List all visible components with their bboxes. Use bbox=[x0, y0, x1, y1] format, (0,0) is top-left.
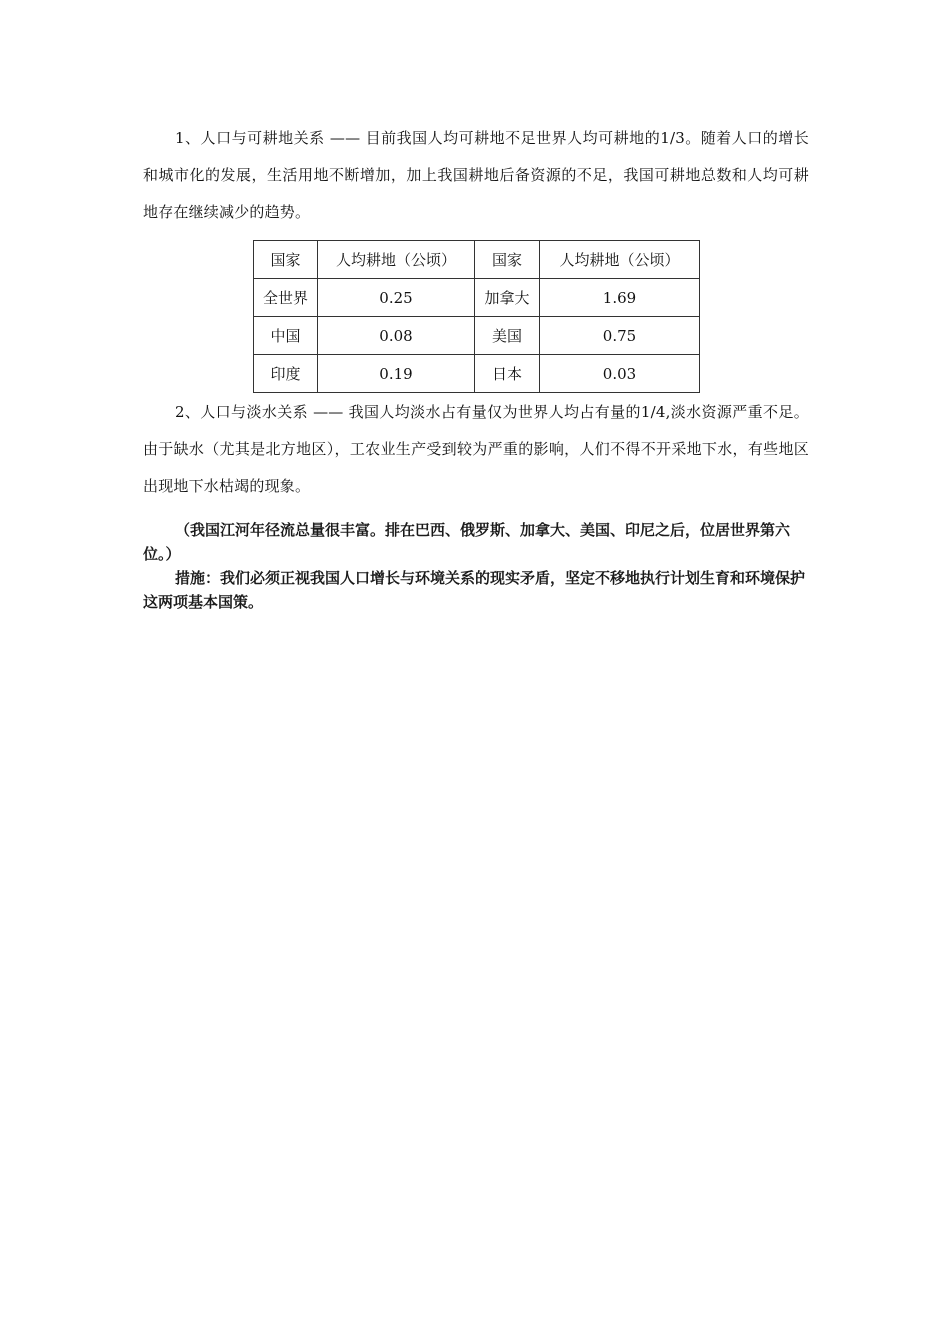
table-row bbox=[254, 279, 700, 317]
paragraph-arable-land: 1、人口与可耕地关系 —— 目前我国人均可耕地不足世界人均可耕地的1/3。随着人口的增长和城市化的发展，生活用地不断增加，加上我国耕地后备资源的不足，我国可耕地总数和人均可耕地存在继续减少的趋势。 bbox=[143, 129, 809, 221]
table-cell: 0.19 bbox=[318, 355, 475, 393]
table-header-row bbox=[254, 241, 700, 279]
table-cell: 印度 bbox=[254, 355, 318, 393]
table-cell: 0.08 bbox=[318, 317, 475, 355]
table-cell: 加拿大 bbox=[475, 279, 540, 317]
header-cell: 人均耕地（公顷） bbox=[318, 241, 475, 279]
header-cell: 人均耕地（公顷） bbox=[540, 241, 700, 279]
paragraph-fresh-water: 2、人口与淡水关系 —— 我国人均淡水占有量仅为世界人均占有量的1/4,淡水资源严重不足。由于缺水（尤其是北方地区），工农业生产受到较为严重的影响，人们不得不开采地下水，有些地区出现地下水枯竭的现象。 bbox=[143, 403, 809, 495]
table-cell: 0.03 bbox=[540, 355, 700, 393]
table-row bbox=[254, 355, 700, 393]
table-cell: 1.69 bbox=[540, 279, 700, 317]
table-cell: 0.75 bbox=[540, 317, 700, 355]
header-cell: 国家 bbox=[475, 241, 540, 279]
table-cell: 0.25 bbox=[318, 279, 475, 317]
note-river-runoff: （我国江河年径流总量很丰富。排在巴西、俄罗斯、加拿大、美国、印尼之后，位居世界第六位。） bbox=[143, 521, 791, 563]
table-row bbox=[254, 317, 700, 355]
table-cell: 中国 bbox=[254, 317, 318, 355]
note-measures: 措施：我们必须正视我国人口增长与环境关系的现实矛盾，坚定不移地执行计划生育和环境保护这两项基本国策。 bbox=[143, 569, 806, 611]
table-cell: 全世界 bbox=[254, 279, 318, 317]
table-cell: 日本 bbox=[475, 355, 540, 393]
arable-land-table bbox=[253, 240, 700, 393]
header-cell: 国家 bbox=[254, 241, 318, 279]
table-cell: 美国 bbox=[475, 317, 540, 355]
